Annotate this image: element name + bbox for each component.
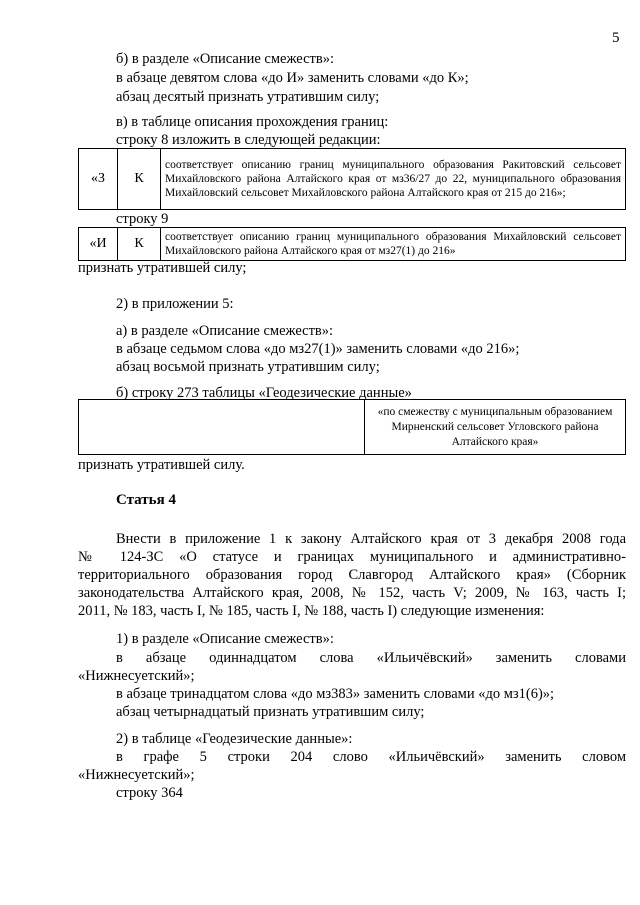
table-cell-code-to: К	[118, 228, 161, 261]
text-line: в абзаце тринадцатом слова «до мз383» заменить словами «до мз1(6)»;	[116, 686, 555, 702]
text-line: в графе 5 строки 204 слово «Ильичёвский» заменить словом	[116, 749, 626, 765]
text-line: б) в разделе «Описание смежеств»:	[116, 51, 335, 67]
text-line: «Нижнесуетский»;	[78, 668, 195, 684]
table-cell-description: соответствует описанию границ муниципального образования Михайловский сельсовет Михайловского района Алтайского края от мз27(1) до 216»	[161, 228, 626, 261]
text-line: строку 364	[116, 785, 183, 801]
text-line: в) в таблице описания прохождения границ:	[116, 114, 389, 130]
text-line: признать утратившей силу.	[78, 457, 245, 473]
table-cell-boundary-note: «по смежеству с муниципальным образованием Мирненский сельсовет Угловского района Алтайского края»	[365, 400, 626, 455]
text-line: строку 8 изложить в следующей редакции:	[116, 132, 381, 148]
text-line: 1) в разделе «Описание смежеств»:	[116, 631, 334, 647]
text-line: в абзаце одиннадцатом слова «Ильичёвский» заменить словами	[116, 650, 626, 666]
text-line: 2) в таблице «Геодезические данные»:	[116, 731, 353, 747]
text-line: Внести в приложение 1 к закону Алтайского края от 3 декабря 2008 года	[116, 531, 626, 547]
text-line: абзац четырнадцатый признать утратившим силу;	[116, 704, 425, 720]
text-line: 2011, № 183, часть I, № 185, часть I, № 188, часть I) следующие изменения:	[78, 603, 545, 619]
text-line: 2) в приложении 5:	[116, 296, 234, 312]
table-cell-code-from: «И	[79, 228, 118, 261]
table-row-8	[78, 148, 626, 210]
text-line: строку 9	[116, 211, 169, 227]
text-line: признать утратившей силу;	[78, 260, 247, 276]
table-cell-code-from: «З	[79, 149, 118, 210]
text-line: б) строку 273 таблицы «Геодезические данные»	[116, 385, 412, 401]
text-line: территориального образования город Славгород Алтайского края» (Сборник	[78, 567, 626, 583]
text-line: в абзаце седьмом слова «до мз27(1)» заменить словами «до 216»;	[116, 341, 520, 357]
table-row-273	[78, 399, 626, 455]
text-line: в абзаце девятом слова «до И» заменить словами «до К»;	[116, 70, 469, 86]
article-heading: Статья 4	[116, 492, 176, 508]
table-cell-code-to: К	[118, 149, 161, 210]
text-line: № 124-ЗС «О статусе и границах муниципального и административно-	[78, 549, 626, 565]
text-line: «Нижнесуетский»;	[78, 767, 195, 783]
text-line: законодательства Алтайского края, 2008, № 152, часть V; 2009, № 163, часть I;	[78, 585, 626, 601]
table-row-9	[78, 227, 626, 261]
text-line: а) в разделе «Описание смежеств»:	[116, 323, 334, 339]
table-cell-empty	[79, 400, 365, 455]
text-line: абзац восьмой признать утратившим силу;	[116, 359, 380, 375]
page-number: 5	[612, 30, 620, 46]
text-line: абзац десятый признать утратившим силу;	[116, 89, 380, 105]
table-cell-description: соответствует описанию границ муниципального образования Ракитовский сельсовет Михайловского района Алтайского края от мз36/27 до 22, муниципального образования Михайловский сельсовет Михайловского района Алтайского края от 215 до 216»;	[161, 149, 626, 210]
